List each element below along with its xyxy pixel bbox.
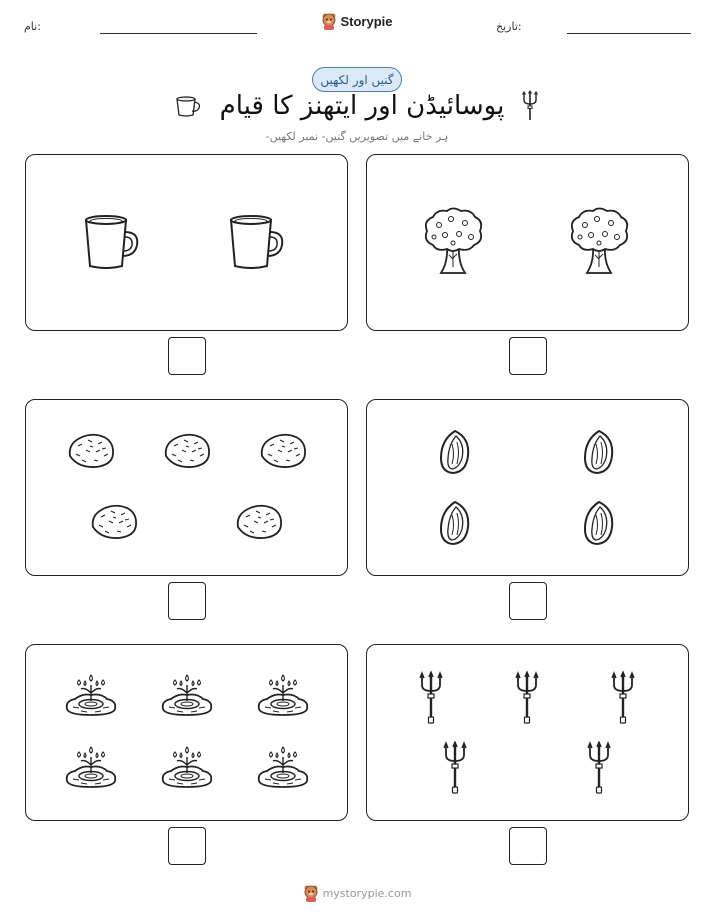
rock-icon	[162, 430, 212, 470]
cup-icon	[226, 212, 288, 272]
bear-mascot-icon	[303, 884, 319, 902]
rock-icon	[258, 430, 308, 470]
answer-box-olives[interactable]	[509, 582, 547, 620]
panel-tridents	[366, 644, 689, 821]
answer-box-springs[interactable]	[168, 827, 206, 865]
panel-trees	[366, 154, 689, 331]
water-spring-icon	[159, 743, 215, 791]
brand-logo	[0, 12, 714, 30]
water-spring-icon	[255, 743, 311, 791]
rock-icon	[234, 501, 284, 541]
water-spring-icon	[63, 671, 119, 719]
footer-url[interactable]: mystorypie.com	[322, 886, 412, 900]
answer-box-rocks[interactable]	[168, 582, 206, 620]
instructions: ہر خانے میں تصویریں گنیں- نمبر لکھیں-	[265, 130, 449, 143]
water-spring-icon	[63, 743, 119, 791]
water-spring-icon	[159, 671, 215, 719]
date-line[interactable]	[567, 33, 691, 34]
panel-olives	[366, 399, 689, 576]
answer-box-cups[interactable]	[168, 337, 206, 375]
brand-name: Storypie	[340, 13, 393, 29]
date-label: تاریخ:	[496, 20, 522, 33]
answer-box-tridents[interactable]	[509, 827, 547, 865]
rock-icon	[89, 501, 139, 541]
bear-mascot-icon	[321, 12, 337, 30]
coffee-cup-icon	[174, 94, 204, 118]
activity-badge: گنیں اور لکھیں	[312, 67, 402, 92]
panel-rocks	[25, 399, 348, 576]
trident-icon	[585, 741, 613, 795]
answer-box-trees[interactable]	[509, 337, 547, 375]
olive-icon	[581, 499, 617, 547]
title-row	[0, 90, 714, 122]
trident-icon	[417, 671, 445, 725]
trident-icon	[441, 741, 469, 795]
panel-cups	[25, 154, 348, 331]
tree-icon	[421, 207, 485, 277]
olive-icon	[437, 499, 473, 547]
water-spring-icon	[255, 671, 311, 719]
name-line[interactable]	[100, 33, 257, 34]
trident-icon	[609, 671, 637, 725]
olive-icon	[581, 428, 617, 476]
trident-icon	[520, 90, 540, 122]
cup-icon	[81, 212, 143, 272]
footer	[0, 884, 714, 902]
rock-icon	[66, 430, 116, 470]
page-title: پوسائیڈن اور ایتھنز کا قیام	[219, 91, 505, 121]
name-label: نام:	[24, 20, 41, 33]
tree-icon	[567, 207, 631, 277]
trident-icon	[513, 671, 541, 725]
panel-springs	[25, 644, 348, 821]
olive-icon	[437, 428, 473, 476]
